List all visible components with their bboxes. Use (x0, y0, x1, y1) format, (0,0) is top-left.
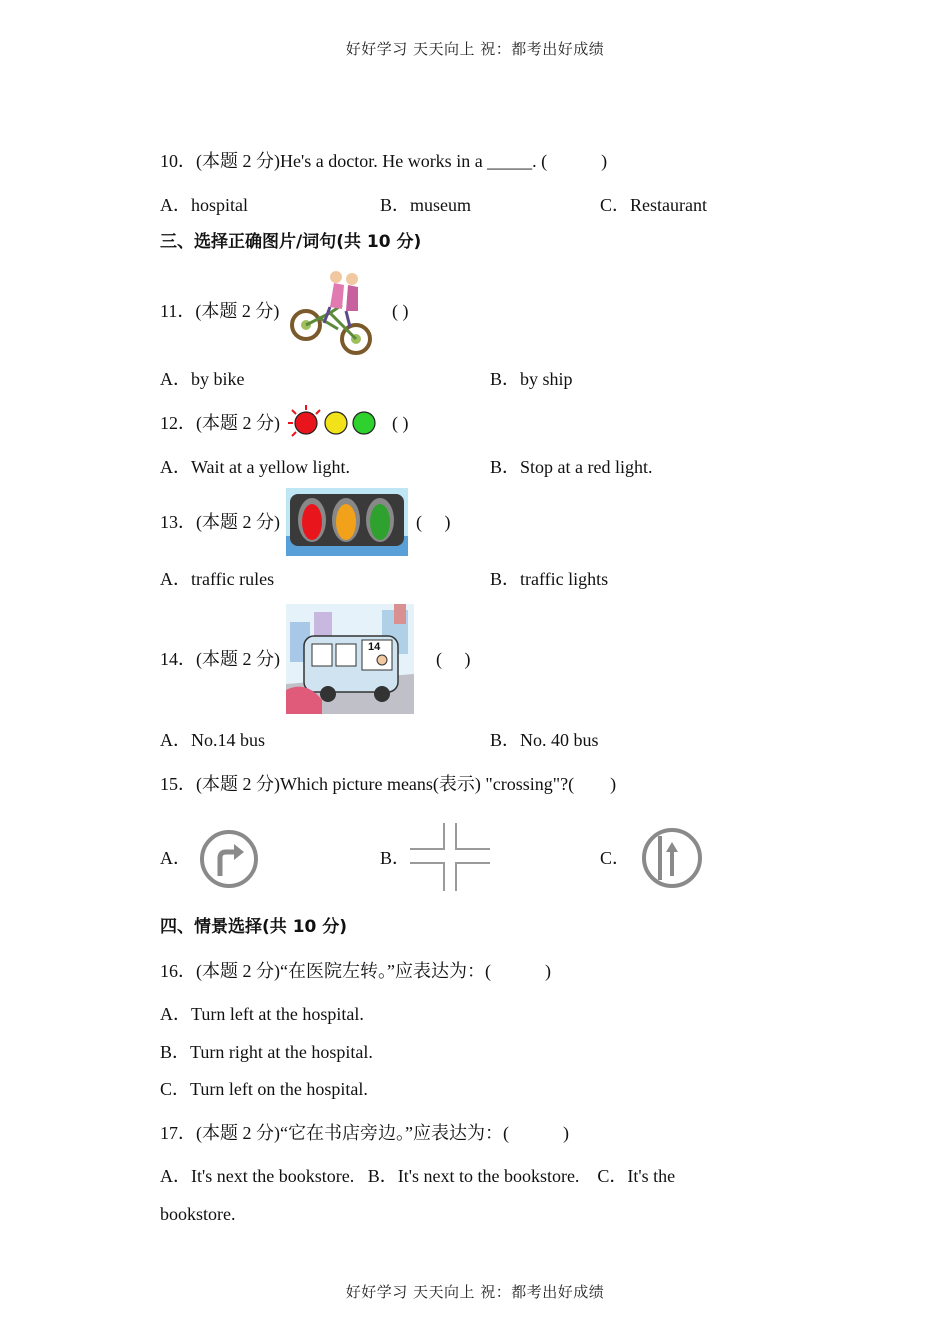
q13-option-a: A．traffic rules (160, 569, 275, 589)
q14-option-b: B．No. 40 bus (490, 730, 599, 750)
q15-option-b: B． (380, 848, 411, 868)
go-straight-sign-icon (640, 826, 704, 890)
bus-14-icon (286, 604, 414, 714)
q10-option-b: B．museum (380, 195, 472, 215)
q11-answer-paren: ( ) (392, 301, 409, 321)
turn-right-sign-icon (198, 828, 260, 890)
q11-option-b: B．by ship (490, 369, 573, 389)
section-4-title: 四、情景选择(共 10 分) (160, 917, 348, 937)
traffic-light-row-icon (288, 404, 380, 440)
q11-stem: 11．(本题 2 分) (160, 301, 280, 321)
q12-option-b: B．Stop at a red light. (490, 457, 653, 477)
q13-option-b: B．traffic lights (490, 569, 609, 589)
crossing-sign-icon (410, 823, 490, 891)
q13-answer-paren: ( ) (416, 512, 451, 532)
q14-answer-paren: ( ) (436, 649, 471, 669)
page-footer: 好好学习 天天向上 祝：都考出好成绩 (345, 1283, 605, 1301)
q16-stem: 16．(本题 2 分)“在医院左转。”应表达为：( ) (160, 961, 551, 981)
q10-option-c: C．Restaurant (600, 195, 707, 215)
q15-option-c: C． (600, 848, 631, 868)
q11-option-a: A．by bike (160, 369, 245, 389)
page-header: 好好学习 天天向上 祝：都考出好成绩 (345, 40, 605, 58)
q12-stem: 12．(本题 2 分) (160, 413, 280, 433)
q12-answer-paren: ( ) (392, 413, 409, 433)
section-3-title: 三、选择正确图片/词句(共 10 分) (160, 232, 422, 252)
q16-option-b: B．Turn right at the hospital. (160, 1042, 373, 1062)
q10-option-a: A．hospital (160, 195, 248, 215)
q14-option-a: A．No.14 bus (160, 730, 266, 750)
q17-stem: 17．(本题 2 分)“它在书店旁边。”应表达为：( ) (160, 1123, 569, 1143)
q10-stem: 10．(本题 2 分)He's a doctor. He works in a _____. ( ) (160, 151, 608, 171)
q13-stem: 13．(本题 2 分) (160, 512, 280, 532)
q17-options-line-2: bookstore. (160, 1204, 236, 1224)
q12-option-a: A．Wait at a yellow light. (160, 457, 351, 477)
q14-stem: 14．(本题 2 分) (160, 649, 280, 669)
q17-options-line-1: A．It's next the bookstore. B．It's next to the bookstore. C．It's the (160, 1166, 676, 1186)
q16-option-c: C．Turn left on the hospital. (160, 1079, 368, 1099)
q15-option-a: A． (160, 848, 191, 868)
traffic-light-box-icon (286, 488, 408, 556)
bike-couple-icon (290, 265, 376, 357)
q16-option-a: A．Turn left at the hospital. (160, 1004, 364, 1024)
bus-number: 14 (368, 641, 381, 653)
q15-stem: 15．(本题 2 分)Which picture means(表示) "crossing"?( ) (160, 774, 617, 794)
